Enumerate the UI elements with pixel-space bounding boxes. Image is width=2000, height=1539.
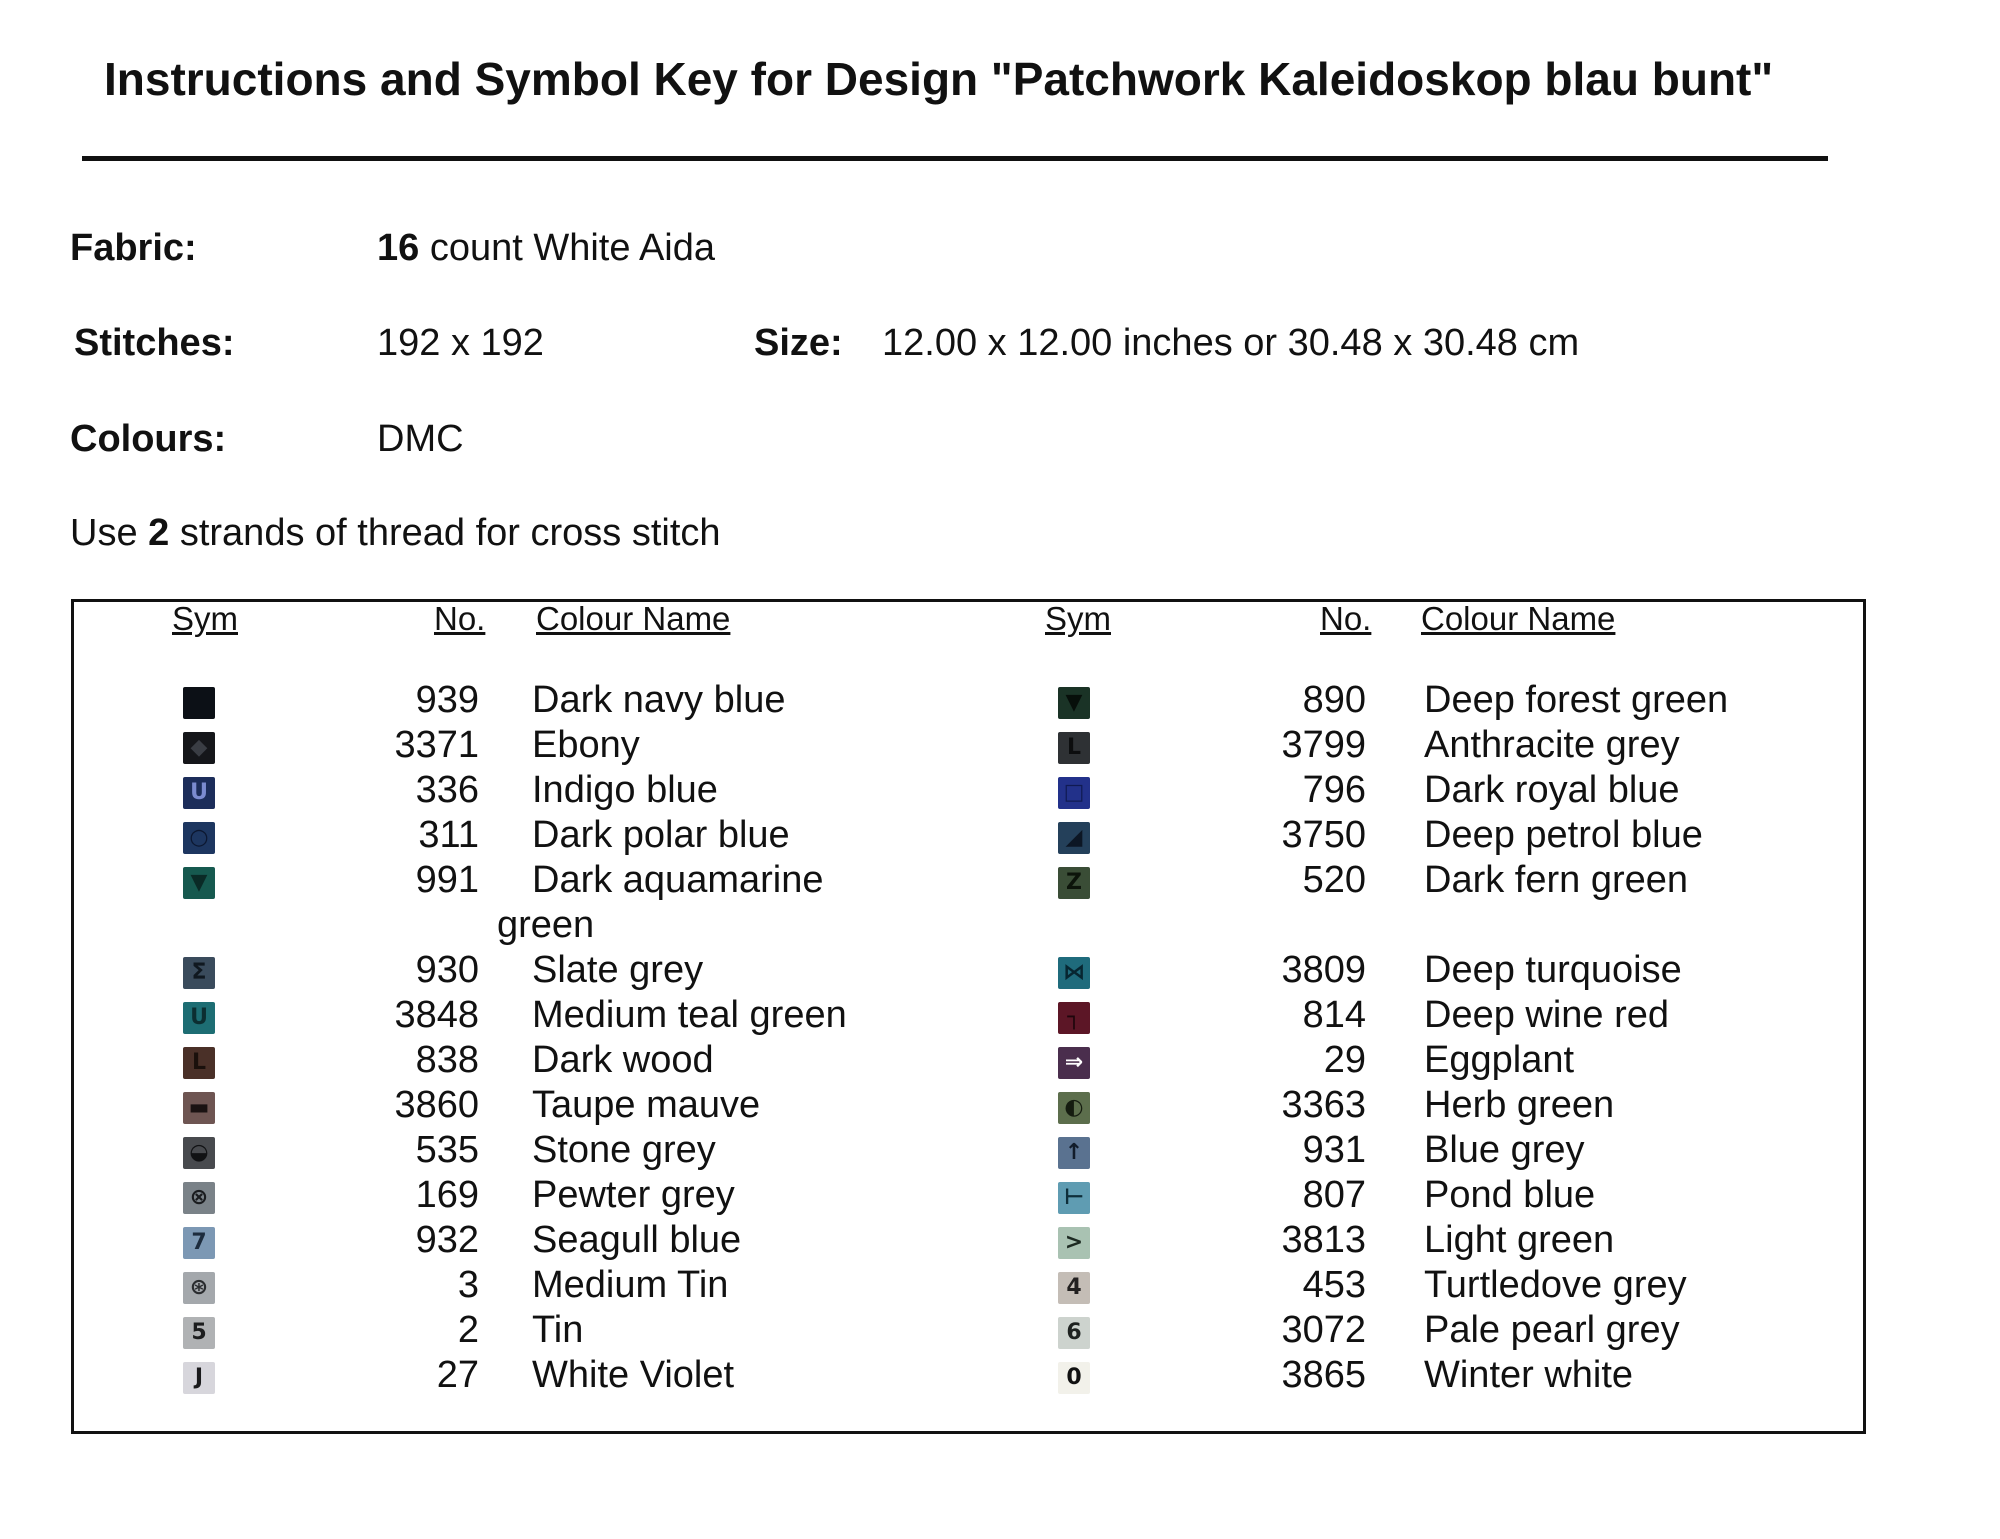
- color-symbol: ◆: [183, 732, 215, 764]
- dmc-number: 3072: [1281, 1309, 1366, 1351]
- colour-name: White Violet: [532, 1354, 735, 1396]
- colour-name: Medium teal green: [532, 994, 847, 1036]
- dmc-number: 3750: [1281, 814, 1366, 856]
- colour-name-continued: green: [497, 904, 595, 946]
- dmc-number: 3371: [394, 724, 479, 766]
- color-symbol: 6: [1058, 1317, 1090, 1349]
- page-title: Instructions and Symbol Key for Design "Patchwork Kaleidoskop blau bunt": [104, 53, 1774, 105]
- color-symbol: U: [183, 1002, 215, 1034]
- colour-name: Light green: [1424, 1219, 1615, 1261]
- fabric-value: [377, 227, 715, 270]
- header-name-left: Colour Name: [536, 600, 731, 637]
- stitches-label: Stitches:: [74, 322, 235, 364]
- dmc-number: 520: [1302, 859, 1366, 901]
- color-symbol: 4: [1058, 1272, 1090, 1304]
- colours-value: DMC: [377, 418, 464, 460]
- color-symbol: Z: [1058, 867, 1090, 899]
- dmc-number: 3865: [1281, 1354, 1366, 1396]
- strands-count: 2: [148, 512, 170, 554]
- color-symbol: ⊛: [183, 1272, 215, 1304]
- color-symbol: ⊗: [183, 1182, 215, 1214]
- dmc-number: 807: [1302, 1174, 1366, 1216]
- colour-name: Deep wine red: [1424, 994, 1670, 1036]
- dmc-number: 3: [457, 1264, 479, 1306]
- colour-name: Tin: [532, 1309, 584, 1351]
- colour-name: Anthracite grey: [1424, 724, 1680, 766]
- dmc-number: 991: [415, 859, 479, 901]
- header-sym-right: Sym: [1045, 600, 1111, 637]
- dmc-number: 3860: [394, 1084, 479, 1126]
- color-symbol: L: [183, 1047, 215, 1079]
- dmc-number: 3799: [1281, 724, 1366, 766]
- color-symbol: ⊢: [1058, 1182, 1090, 1214]
- dmc-number: 3848: [394, 994, 479, 1036]
- dmc-number: 931: [1302, 1129, 1366, 1171]
- color-symbol: [183, 687, 215, 719]
- colour-name: Dark fern green: [1424, 859, 1689, 901]
- color-symbol: 7: [183, 1227, 215, 1259]
- colour-name: Dark polar blue: [532, 814, 790, 856]
- strands-instruction: [70, 512, 721, 555]
- colour-name: Eggplant: [1424, 1039, 1575, 1081]
- color-symbol: L: [1058, 732, 1090, 764]
- colour-name: Indigo blue: [532, 769, 718, 811]
- colour-name: Deep petrol blue: [1424, 814, 1703, 856]
- dmc-number: 3363: [1281, 1084, 1366, 1126]
- colour-name: Ebony: [532, 724, 640, 766]
- colour-name: Winter white: [1424, 1354, 1634, 1396]
- colour-name: Herb green: [1424, 1084, 1615, 1126]
- color-symbol: 5: [183, 1317, 215, 1349]
- color-symbol: ▼: [183, 867, 215, 899]
- colour-name: Taupe mauve: [532, 1084, 761, 1126]
- dmc-number: 2: [457, 1309, 479, 1351]
- color-symbol: ◢: [1058, 822, 1090, 854]
- colour-name: Dark wood: [532, 1039, 714, 1081]
- dmc-number: 3813: [1281, 1219, 1366, 1261]
- dmc-number: 169: [415, 1174, 479, 1216]
- strands-pre: Use: [70, 512, 149, 554]
- header-sym-left: Sym: [172, 600, 238, 637]
- header-no-right: No.: [1320, 600, 1372, 637]
- color-symbol: ⋈: [1058, 957, 1090, 989]
- title-divider: [82, 156, 1828, 161]
- dmc-number: 939: [415, 679, 479, 721]
- colour-name: Pale pearl grey: [1424, 1309, 1680, 1351]
- fabric-description: count White Aida: [419, 227, 716, 269]
- colour-name: Stone grey: [532, 1129, 716, 1171]
- color-symbol: ◐: [1058, 1092, 1090, 1124]
- colour-name: Pond blue: [1424, 1174, 1596, 1216]
- colour-name: Deep forest green: [1424, 679, 1729, 721]
- colour-name: Dark aquamarine: [532, 859, 824, 901]
- dmc-number: 336: [415, 769, 479, 811]
- color-symbol: ○: [183, 822, 215, 854]
- dmc-number: 27: [436, 1354, 479, 1396]
- color-symbol: U: [183, 777, 215, 809]
- dmc-number: 930: [415, 949, 479, 991]
- dmc-number: 29: [1323, 1039, 1366, 1081]
- dmc-number: 890: [1302, 679, 1366, 721]
- dmc-number: 453: [1302, 1264, 1366, 1306]
- colour-name: Blue grey: [1424, 1129, 1585, 1171]
- colour-name: Slate grey: [532, 949, 704, 991]
- dmc-number: 838: [415, 1039, 479, 1081]
- colour-name: Pewter grey: [532, 1174, 735, 1216]
- colour-name: Dark royal blue: [1424, 769, 1680, 811]
- color-symbol: ⇒: [1058, 1047, 1090, 1079]
- color-symbol: J: [183, 1362, 215, 1394]
- colour-name: Medium Tin: [532, 1264, 729, 1306]
- stitches-value: 192 x 192: [377, 322, 544, 364]
- fabric-count: 16: [377, 227, 420, 269]
- size-value: 12.00 x 12.00 inches or 30.48 x 30.48 cm: [882, 322, 1580, 364]
- colour-name: Dark navy blue: [532, 679, 786, 721]
- color-symbol: □: [1058, 777, 1090, 809]
- header-name-right: Colour Name: [1421, 600, 1616, 637]
- strands-post: strands of thread for cross stitch: [169, 512, 721, 554]
- dmc-number: 796: [1302, 769, 1366, 811]
- fabric-label: Fabric:: [70, 227, 197, 269]
- color-symbol: ┐: [1058, 1002, 1090, 1034]
- header-no-left: No.: [434, 600, 486, 637]
- color-symbol: Σ: [183, 957, 215, 989]
- color-symbol: ▼: [1058, 687, 1090, 719]
- colour-name: Deep turquoise: [1424, 949, 1682, 991]
- color-symbol: ↑: [1058, 1137, 1090, 1169]
- colour-name: Seagull blue: [532, 1219, 742, 1261]
- dmc-number: 814: [1302, 994, 1366, 1036]
- dmc-number: 535: [415, 1129, 479, 1171]
- dmc-number: 932: [415, 1219, 479, 1261]
- colour-name: Turtledove grey: [1424, 1264, 1687, 1306]
- color-symbol: ▬: [183, 1092, 215, 1124]
- color-symbol: ◒: [183, 1137, 215, 1169]
- dmc-number: 3809: [1281, 949, 1366, 991]
- colours-label: Colours:: [70, 418, 227, 460]
- color-symbol: 0: [1058, 1362, 1090, 1394]
- size-label: Size:: [754, 322, 843, 364]
- color-symbol: >: [1058, 1227, 1090, 1259]
- dmc-number: 311: [418, 814, 479, 856]
